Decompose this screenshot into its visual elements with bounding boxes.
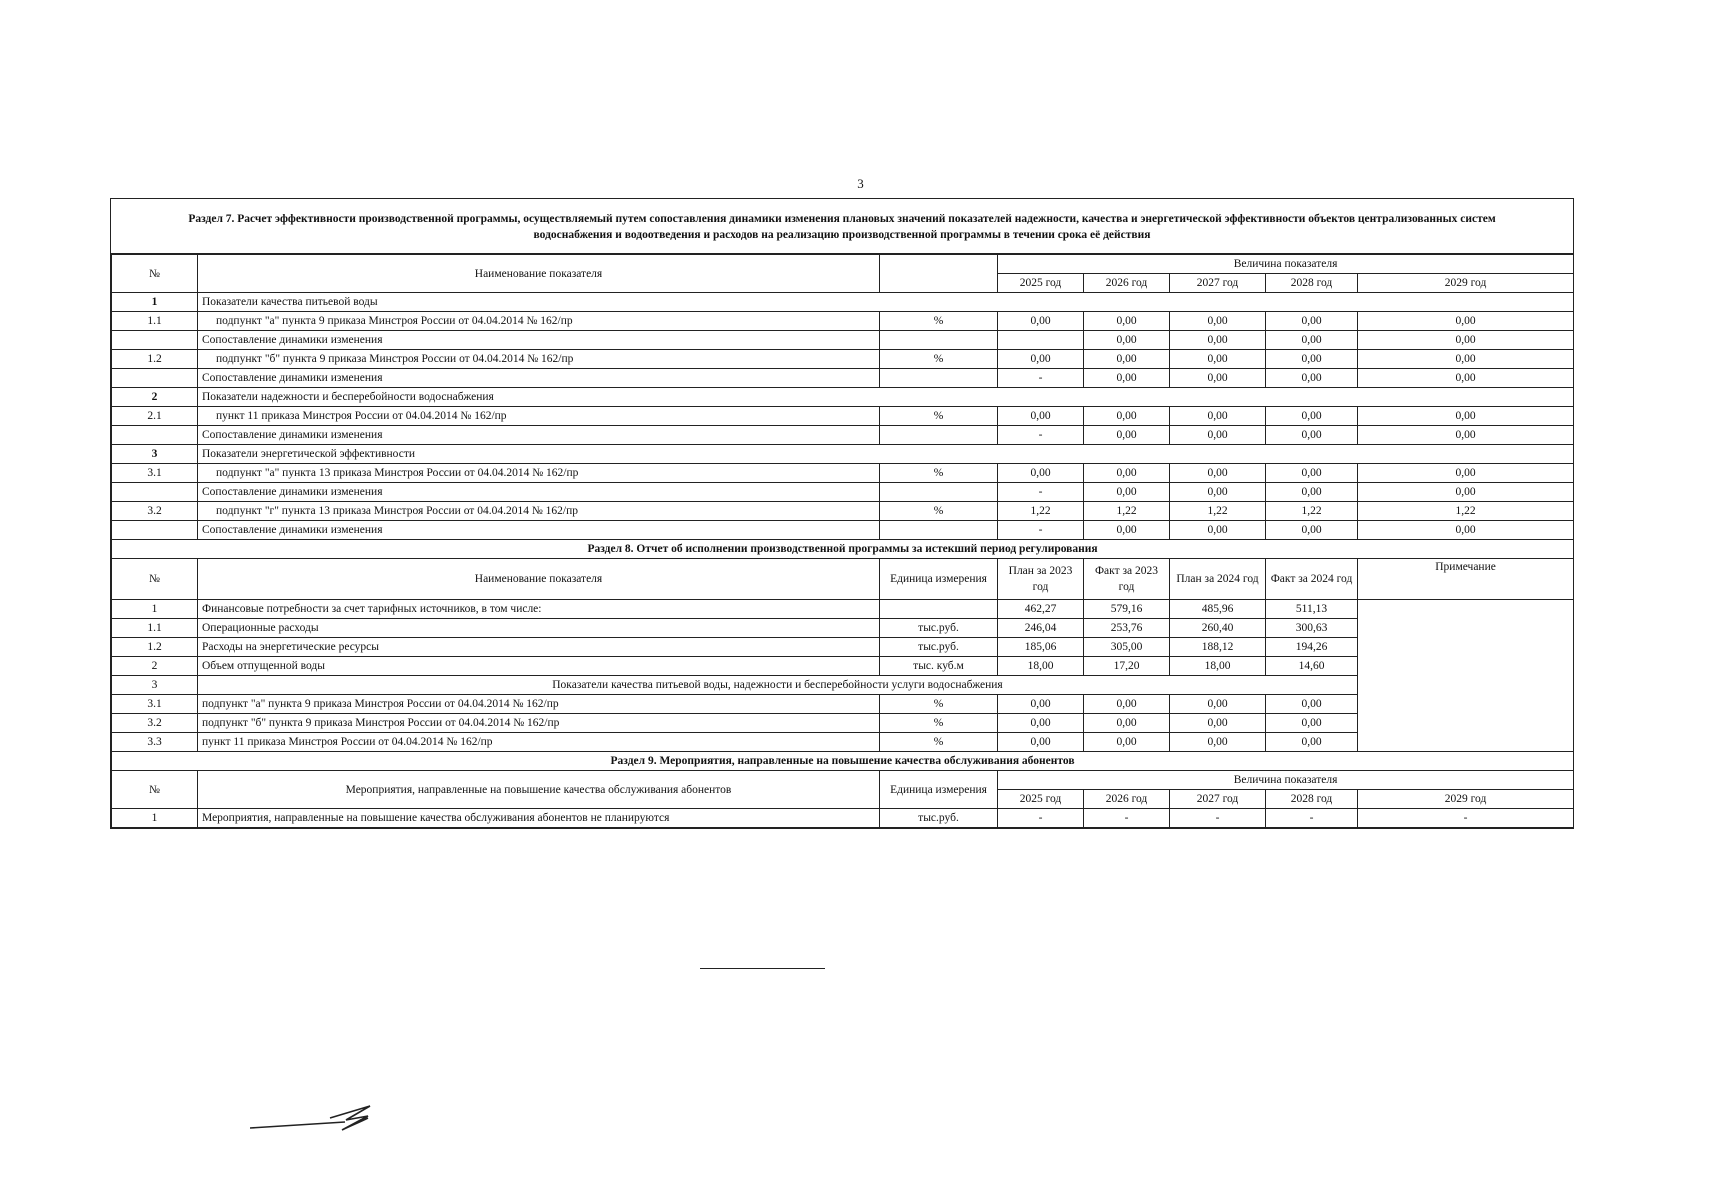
header-year: 2029 год xyxy=(1358,790,1574,809)
value-cell: 0,00 xyxy=(1170,407,1266,426)
table-row xyxy=(112,331,1574,350)
value-cell: 0,00 xyxy=(1084,483,1170,502)
value-cell: - xyxy=(998,521,1084,540)
row-name: Сопоставление динамики изменения xyxy=(198,331,880,350)
value-cell: 1,22 xyxy=(1084,502,1170,521)
row-unit xyxy=(880,483,998,502)
row-num: 1 xyxy=(112,600,198,619)
value-cell: - xyxy=(998,809,1084,828)
header-year: 2028 год xyxy=(1266,790,1358,809)
value-cell: 579,16 xyxy=(1084,600,1170,619)
row-unit xyxy=(880,369,998,388)
value-cell: 1,22 xyxy=(998,502,1084,521)
table-row xyxy=(112,312,1574,331)
section7-title: Раздел 7. Расчет эффективности производственной программы, осуществляемый путем сопоставления динамики изменения плановых значений показателей надежности, качества и энергетической эффективности объектов централизованных систем водоснабжения и водоотведения и расходов на реализацию производственной программы в течении срока её действия xyxy=(111,199,1573,254)
table-row xyxy=(112,619,1574,638)
header-unit: Единица измерения xyxy=(880,771,998,809)
main-table xyxy=(111,254,1574,828)
row-name: подпункт "б" пункта 9 приказа Минстроя России от 04.04.2014 № 162/пр xyxy=(198,350,880,369)
value-cell: - xyxy=(998,483,1084,502)
row-num: 3.2 xyxy=(112,714,198,733)
row-name: подпункт "а" пункта 9 приказа Минстроя России от 04.04.2014 № 162/пр xyxy=(198,695,880,714)
value-cell: 253,76 xyxy=(1084,619,1170,638)
header-value-group: Величина показателя xyxy=(998,255,1574,274)
header-note: Примечание xyxy=(1358,559,1574,600)
section8-title: Раздел 8. Отчет об исполнении производственной программы за истекший период регулирования xyxy=(112,540,1574,559)
value-cell: 0,00 xyxy=(1266,464,1358,483)
row-name: Показатели энергетической эффективности xyxy=(198,445,1574,464)
value-cell: 0,00 xyxy=(1170,464,1266,483)
row-name: Объем отпущенной воды xyxy=(198,657,880,676)
row-num: 3.1 xyxy=(112,464,198,483)
row-unit: тыс.руб. xyxy=(880,619,998,638)
table-row xyxy=(112,426,1574,445)
row-unit: % xyxy=(880,350,998,369)
header-num: № xyxy=(112,771,198,809)
value-cell: 0,00 xyxy=(1358,369,1574,388)
value-cell: 0,00 xyxy=(1170,369,1266,388)
row-unit: % xyxy=(880,714,998,733)
row-name: Сопоставление динамики изменения xyxy=(198,521,880,540)
row-name: Сопоставление динамики изменения xyxy=(198,369,880,388)
row-unit: % xyxy=(880,502,998,521)
row-name: Показатели надежности и бесперебойности водоснабжения xyxy=(198,388,1574,407)
value-cell: 0,00 xyxy=(1170,426,1266,445)
row-num: 1 xyxy=(112,809,198,828)
value-cell: 0,00 xyxy=(998,464,1084,483)
row-num: 1 xyxy=(112,293,198,312)
value-cell: 305,00 xyxy=(1084,638,1170,657)
table-row xyxy=(112,733,1574,752)
header-unit-empty xyxy=(880,255,998,293)
row-unit xyxy=(880,600,998,619)
value-cell: 0,00 xyxy=(1084,733,1170,752)
value-cell: 0,00 xyxy=(1358,483,1574,502)
value-cell: 0,00 xyxy=(1266,521,1358,540)
row-unit: тыс.руб. xyxy=(880,638,998,657)
document-frame xyxy=(110,198,1574,829)
table-row xyxy=(112,369,1574,388)
row-name: пункт 11 приказа Минстроя России от 04.04.2014 № 162/пр xyxy=(198,733,880,752)
value-cell: 485,96 xyxy=(1170,600,1266,619)
row-unit: % xyxy=(880,312,998,331)
value-cell: 0,00 xyxy=(1170,483,1266,502)
row-num xyxy=(112,483,198,502)
row-name: Финансовые потребности за счет тарифных источников, в том числе: xyxy=(198,600,880,619)
value-cell: 0,00 xyxy=(1170,695,1266,714)
header-period: План за 2024 год xyxy=(1170,559,1266,600)
value-cell: 511,13 xyxy=(1266,600,1358,619)
header-year: 2025 год xyxy=(998,274,1084,293)
row-unit: % xyxy=(880,464,998,483)
value-cell: 18,00 xyxy=(1170,657,1266,676)
table-row xyxy=(112,407,1574,426)
value-cell: 1,22 xyxy=(1266,502,1358,521)
value-cell: 0,00 xyxy=(998,733,1084,752)
row-name: пункт 11 приказа Минстроя России от 04.04.2014 № 162/пр xyxy=(198,407,880,426)
value-cell: 0,00 xyxy=(1266,312,1358,331)
value-cell: 194,26 xyxy=(1266,638,1358,657)
row-name: подпункт "а" пункта 13 приказа Минстроя России от 04.04.2014 № 162/пр xyxy=(198,464,880,483)
value-cell: 260,40 xyxy=(1170,619,1266,638)
value-cell: 185,06 xyxy=(998,638,1084,657)
row-num xyxy=(112,521,198,540)
group-row xyxy=(112,293,1574,312)
header-year: 2029 год xyxy=(1358,274,1574,293)
section9-title: Раздел 9. Мероприятия, направленные на повышение качества обслуживания абонентов xyxy=(112,752,1574,771)
value-cell: 0,00 xyxy=(1358,464,1574,483)
table-row xyxy=(112,809,1574,828)
value-cell: 0,00 xyxy=(1266,350,1358,369)
row-num: 1.1 xyxy=(112,619,198,638)
row-name: Показатели качества питьевой воды, надежности и бесперебойности услуги водоснабжения xyxy=(198,676,1358,695)
table-row xyxy=(112,464,1574,483)
value-cell: - xyxy=(1358,809,1574,828)
value-cell: 17,20 xyxy=(1084,657,1170,676)
section9-header-row xyxy=(112,771,1574,790)
value-cell: - xyxy=(1266,809,1358,828)
value-cell: 0,00 xyxy=(1358,331,1574,350)
header-value-group: Величина показателя xyxy=(998,771,1574,790)
row-num: 3 xyxy=(112,445,198,464)
value-cell: 0,00 xyxy=(1266,331,1358,350)
value-cell: 0,00 xyxy=(1170,312,1266,331)
value-cell: 0,00 xyxy=(998,714,1084,733)
header-period: План за 2023 год xyxy=(998,559,1084,600)
table-row xyxy=(112,600,1574,619)
value-cell: 18,00 xyxy=(998,657,1084,676)
row-name: подпункт "г" пункта 13 приказа Минстроя России от 04.04.2014 № 162/пр xyxy=(198,502,880,521)
header-num: № xyxy=(112,559,198,600)
value-cell: 0,00 xyxy=(1084,714,1170,733)
value-cell: - xyxy=(1084,809,1170,828)
value-cell: 1,22 xyxy=(1358,502,1574,521)
value-cell: 462,27 xyxy=(998,600,1084,619)
header-unit: Единица измерения xyxy=(880,559,998,600)
row-unit: % xyxy=(880,695,998,714)
separator-line xyxy=(700,968,825,969)
value-cell: - xyxy=(998,369,1084,388)
header-year: 2028 год xyxy=(1266,274,1358,293)
row-num: 3.3 xyxy=(112,733,198,752)
value-cell: - xyxy=(1170,809,1266,828)
value-cell: 300,63 xyxy=(1266,619,1358,638)
header-period: Факт за 2023 год xyxy=(1084,559,1170,600)
value-cell: 0,00 xyxy=(998,350,1084,369)
group-row xyxy=(112,676,1574,695)
row-num: 2 xyxy=(112,388,198,407)
row-name: подпункт "б" пункта 9 приказа Минстроя России от 04.04.2014 № 162/пр xyxy=(198,714,880,733)
header-year: 2026 год xyxy=(1084,790,1170,809)
value-cell: 0,00 xyxy=(998,695,1084,714)
value-cell: 0,00 xyxy=(1084,369,1170,388)
table-row xyxy=(112,657,1574,676)
value-cell: 0,00 xyxy=(1170,521,1266,540)
header-period: Факт за 2024 год xyxy=(1266,559,1358,600)
value-cell: 0,00 xyxy=(1084,464,1170,483)
table-row xyxy=(112,695,1574,714)
value-cell: 0,00 xyxy=(1170,350,1266,369)
value-cell: 0,00 xyxy=(1084,695,1170,714)
header-year: 2027 год xyxy=(1170,790,1266,809)
value-cell xyxy=(998,331,1084,350)
row-name: подпункт "а" пункта 9 приказа Минстроя России от 04.04.2014 № 162/пр xyxy=(198,312,880,331)
value-cell: 0,00 xyxy=(1170,331,1266,350)
row-unit xyxy=(880,521,998,540)
row-num xyxy=(112,331,198,350)
row-unit xyxy=(880,331,998,350)
value-cell: 0,00 xyxy=(1358,407,1574,426)
value-cell: 0,00 xyxy=(1266,695,1358,714)
section8-title-row xyxy=(112,540,1574,559)
header-name: Наименование показателя xyxy=(198,559,880,600)
value-cell: 188,12 xyxy=(1170,638,1266,657)
row-num: 3 xyxy=(112,676,198,695)
value-cell: 0,00 xyxy=(1084,331,1170,350)
row-num: 2.1 xyxy=(112,407,198,426)
value-cell: 0,00 xyxy=(1266,714,1358,733)
value-cell: 0,00 xyxy=(1358,312,1574,331)
row-name: Сопоставление динамики изменения xyxy=(198,426,880,445)
row-num: 1.1 xyxy=(112,312,198,331)
row-num: 2 xyxy=(112,657,198,676)
value-cell: 0,00 xyxy=(1170,733,1266,752)
header-year: 2025 год xyxy=(998,790,1084,809)
value-cell: 0,00 xyxy=(1266,407,1358,426)
note-cell xyxy=(1358,600,1574,752)
row-name: Сопоставление динамики изменения xyxy=(198,483,880,502)
row-num xyxy=(112,426,198,445)
header-year: 2026 год xyxy=(1084,274,1170,293)
value-cell: - xyxy=(998,426,1084,445)
row-unit: % xyxy=(880,733,998,752)
table-row xyxy=(112,638,1574,657)
header-name: Наименование показателя xyxy=(198,255,880,293)
row-name: Операционные расходы xyxy=(198,619,880,638)
value-cell: 0,00 xyxy=(1170,714,1266,733)
table-row xyxy=(112,714,1574,733)
value-cell: 0,00 xyxy=(1084,350,1170,369)
table-row xyxy=(112,521,1574,540)
value-cell: 0,00 xyxy=(1266,483,1358,502)
row-unit: тыс. куб.м xyxy=(880,657,998,676)
page-number: 3 xyxy=(857,176,864,191)
row-num: 3.1 xyxy=(112,695,198,714)
group-row xyxy=(112,445,1574,464)
row-name: Расходы на энергетические ресурсы xyxy=(198,638,880,657)
section8-header-row xyxy=(112,559,1574,600)
row-num xyxy=(112,369,198,388)
row-num: 3.2 xyxy=(112,502,198,521)
value-cell: 0,00 xyxy=(998,312,1084,331)
table-row xyxy=(112,350,1574,369)
row-num: 1.2 xyxy=(112,638,198,657)
table-row xyxy=(112,502,1574,521)
row-unit: % xyxy=(880,407,998,426)
row-unit xyxy=(880,426,998,445)
value-cell: 0,00 xyxy=(1266,369,1358,388)
value-cell: 0,00 xyxy=(1266,733,1358,752)
table-row xyxy=(112,483,1574,502)
value-cell: 0,00 xyxy=(1358,350,1574,369)
value-cell: 0,00 xyxy=(1084,312,1170,331)
signature-icon xyxy=(250,1100,390,1140)
value-cell: 14,60 xyxy=(1266,657,1358,676)
value-cell: 0,00 xyxy=(998,407,1084,426)
row-num: 1.2 xyxy=(112,350,198,369)
value-cell: 0,00 xyxy=(1266,426,1358,445)
row-name: Показатели качества питьевой воды xyxy=(198,293,1574,312)
header-name: Мероприятия, направленные на повышение качества обслуживания абонентов xyxy=(198,771,880,809)
row-unit: тыс.руб. xyxy=(880,809,998,828)
section9-title-row xyxy=(112,752,1574,771)
value-cell: 1,22 xyxy=(1170,502,1266,521)
header-year: 2027 год xyxy=(1170,274,1266,293)
value-cell: 0,00 xyxy=(1084,426,1170,445)
group-row xyxy=(112,388,1574,407)
value-cell: 0,00 xyxy=(1358,521,1574,540)
section7-header-row xyxy=(112,255,1574,274)
value-cell: 0,00 xyxy=(1358,426,1574,445)
row-name: Мероприятия, направленные на повышение качества обслуживания абонентов не планируются xyxy=(198,809,880,828)
value-cell: 0,00 xyxy=(1084,521,1170,540)
table-body xyxy=(112,255,1574,828)
value-cell: 0,00 xyxy=(1084,407,1170,426)
value-cell: 246,04 xyxy=(998,619,1084,638)
header-num: № xyxy=(112,255,198,293)
